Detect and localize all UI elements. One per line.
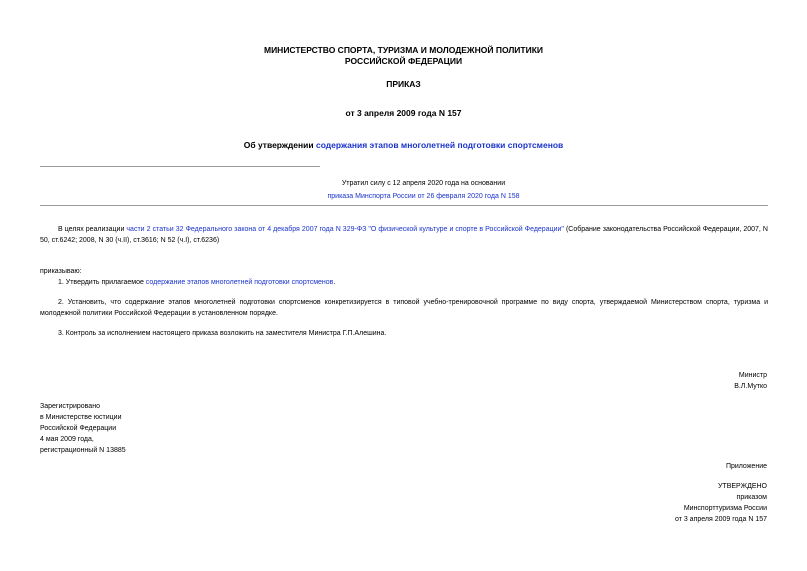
order-item-3: 3. Контроль за исполнением настоящего приказа возложить на заместителя Министра Г.П.Алешина.	[58, 330, 387, 337]
approval-title: УТВЕРЖДЕНО	[717, 483, 767, 490]
doc-title	[0, 140, 807, 151]
lost-force-line-1: Утратил силу с 12 апреля 2020 года на основании	[341, 180, 506, 187]
order-item-1	[40, 277, 768, 288]
registration-line-4: 4 мая 2009 года,	[40, 436, 94, 443]
signature-block	[734, 370, 767, 392]
order-item-1-prefix: 1. Утвердить прилагаемое	[58, 279, 146, 286]
appendix-label: Приложение	[725, 463, 767, 470]
doc-title-link[interactable]: содержания этапов многолетней подготовки спортсменов	[315, 140, 564, 150]
signature-position: Министр	[738, 372, 767, 379]
full-divider	[40, 205, 768, 206]
ministry-line-1: МИНИСТЕРСТВО СПОРТА, ТУРИЗМА И МОЛОДЕЖНОЙ ПОЛИТИКИ	[263, 45, 544, 55]
approval-line-4: от 3 апреля 2009 года N 157	[674, 516, 767, 523]
preamble-paragraph	[40, 224, 768, 246]
short-divider	[40, 166, 320, 167]
order-item-1-suffix: .	[333, 279, 336, 286]
ministry-header	[0, 45, 807, 67]
doc-type: ПРИКАЗ	[386, 79, 421, 89]
preamble-law-link[interactable]: части 2 статьи 32 Федерального закона от 4 декабря 2007 года N 329-ФЗ "О физической культуре и спорте в Российской Федерации"	[126, 226, 564, 233]
registration-line-3: Российской Федерации	[40, 425, 117, 432]
registration-line-5: регистрационный N 13885	[40, 447, 126, 454]
prikazyvayu-text: приказываю:	[40, 268, 82, 275]
signature-name: В.Л.Мутко	[734, 383, 767, 390]
doc-date-number: от 3 апреля 2009 года N 157	[345, 108, 462, 118]
preamble-prefix: В целях реализации	[58, 226, 127, 233]
lost-force-note	[0, 177, 807, 203]
preamble-suffix: (Собрание законодательства Российской Федерации, 2007, N 50, ст.6242; 2008, N 30 (ч.II), ст.3616; N 52 (ч.I), ст.6236)	[40, 226, 768, 244]
registration-block	[40, 401, 126, 456]
approval-line-2: приказом	[736, 494, 767, 501]
order-item-2: 2. Установить, что содержание этапов многолетней подготовки спортсменов конкретизируется в типовой учебно-тренировочной программе по виду спорта, утверждаемой Министерством спорта, туризма и молодежной политики Российской Федерации в установленном порядке.	[40, 299, 768, 317]
registration-line-2: в Министерстве юстиции	[40, 414, 122, 421]
doc-title-prefix: Об утверждении	[243, 140, 316, 150]
ministry-line-2: РОССИЙСКОЙ ФЕДЕРАЦИИ	[344, 56, 463, 66]
registration-line-1: Зарегистрировано	[40, 403, 100, 410]
order-item-1-link[interactable]: содержание этапов многолетней подготовки спортсменов	[145, 279, 334, 286]
approval-block	[675, 481, 767, 525]
approval-line-3: Минспорттуризма России	[683, 505, 767, 512]
lost-force-link[interactable]: приказа Минспорта России от 26 февраля 2020 года N 158	[327, 193, 520, 200]
